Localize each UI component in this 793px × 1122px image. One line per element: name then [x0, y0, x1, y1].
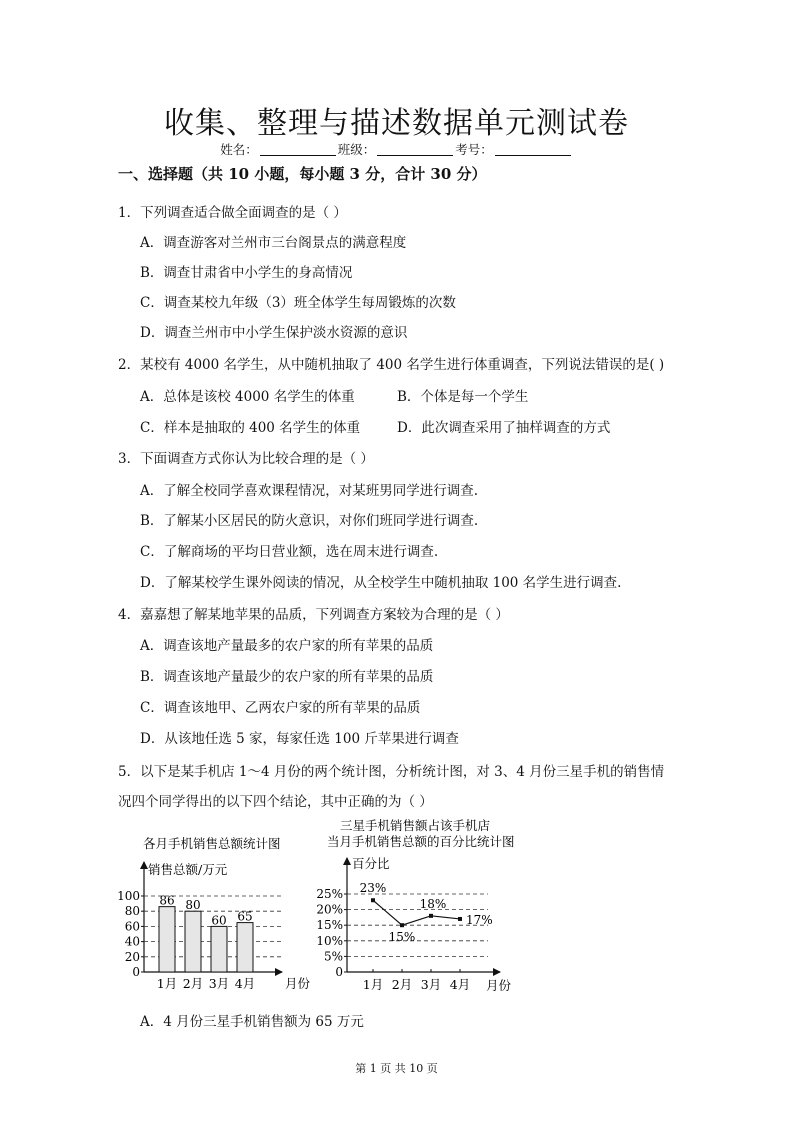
- bar-chart-y-tick-label: 0: [132, 965, 140, 979]
- line-chart-series-line: [373, 900, 460, 925]
- bar-chart-category-label: 2月: [182, 976, 204, 991]
- line-chart-y-tick-label: 15%: [316, 918, 343, 933]
- question-4-stem: 4．嘉嘉想了解某地苹果的品质，下列调查方案较为合理的是（ ）: [118, 607, 509, 623]
- line-chart-x-label: 月份: [486, 978, 512, 993]
- bar-chart-bar: [185, 911, 201, 972]
- question-5-stem-line2: 况四个同学得出的以下四个结论，其中正确的为（ ）: [118, 794, 433, 810]
- question-1-option-a: A．调查游客对兰州市三台阁景点的满意程度: [140, 235, 407, 251]
- question-3-stem: 3．下面调查方式你认为比较合理的是（ ）: [118, 451, 374, 467]
- class-blank[interactable]: [377, 155, 453, 156]
- question-1-option-d: D．调查兰州市中小学生保护淡水资源的意识: [140, 325, 408, 341]
- number-label: 考号：: [455, 142, 493, 157]
- question-2-option-b: B．个体是每一个学生: [397, 389, 529, 405]
- question-2-option-c: C．样本是抽取的 400 名学生的体重: [140, 420, 361, 436]
- bar-chart-title: 各月手机销售总额统计图: [143, 836, 281, 851]
- bar-chart-category-label: 3月: [208, 976, 230, 991]
- line-chart-y-tick-label: 25%: [316, 887, 343, 901]
- bar-chart-bar: [211, 926, 227, 972]
- line-chart-title-line2: 当月手机销售总额的百分比统计图: [327, 834, 515, 849]
- question-1-option-b: B．调查甘肃省中小学生的身高情况: [140, 265, 353, 281]
- question-1-stem: 1．下列调查适合做全面调查的是（ ）: [118, 205, 347, 221]
- question-3-option-b: B．了解某小区居民的防火意识，对你们班同学进行调查.: [140, 513, 479, 529]
- bar-chart-bar: [237, 923, 253, 972]
- bar-chart-y-tick-label: 60: [124, 919, 140, 934]
- bar-chart-value-label: 86: [159, 893, 175, 908]
- line-chart: [316, 818, 514, 993]
- bar-chart-y-tick-label: 40: [124, 934, 140, 949]
- question-4-option-a: A．调查该地产量最多的农户家的所有苹果的品质: [140, 638, 434, 654]
- bar-chart-value-label: 65: [237, 909, 253, 924]
- bar-chart-y-tick-label: 80: [124, 904, 140, 919]
- line-chart-point: [429, 914, 433, 918]
- line-chart-category-label: 3月: [420, 977, 442, 992]
- line-chart-point: [371, 898, 375, 902]
- line-chart-category-label: 1月: [362, 977, 384, 992]
- line-chart-value-label: 18%: [419, 896, 447, 911]
- bar-chart-y-tick-label: 20: [124, 949, 140, 964]
- line-chart-point: [400, 923, 404, 927]
- line-chart-y-label: 百分比: [352, 856, 390, 871]
- bar-chart-category-label: 4月: [234, 976, 256, 991]
- name-label: 姓名：: [220, 142, 258, 157]
- student-info: [0, 140, 793, 158]
- line-chart-value-label: 23%: [359, 881, 387, 896]
- name-blank[interactable]: [260, 155, 336, 156]
- bar-chart-value-label: 80: [185, 898, 201, 913]
- bar-chart-x-label: 月份: [285, 976, 311, 991]
- line-chart-y-tick-label: 0: [335, 965, 343, 979]
- bar-chart-y-label: 销售总额/万元: [148, 862, 228, 877]
- question-3-option-a: A．了解全校同学喜欢课程情况，对某班男同学进行调查.: [140, 483, 479, 499]
- line-chart-y-tick-label: 5%: [323, 949, 343, 964]
- class-label: 班级：: [337, 142, 376, 157]
- question-2-option-d: D．此次调查采用了抽样调查的方式: [397, 420, 611, 436]
- page-footer: 第 1 页 共 10 页: [355, 1062, 438, 1075]
- line-chart-y-tick-label: 20%: [316, 902, 343, 917]
- line-chart-value-label: 15%: [388, 930, 416, 945]
- number-blank[interactable]: [495, 155, 571, 156]
- question-4-option-d: D．从该地任选 5 家，每家任选 100 斤苹果进行调查: [140, 731, 459, 747]
- question-2-option-a: A．总体是该校 4000 名学生的体重: [140, 389, 355, 405]
- bar-chart: [117, 836, 310, 991]
- bar-chart-category-label: 1月: [156, 976, 178, 991]
- bar-chart-y-tick-label: 100: [117, 889, 140, 903]
- section-heading: 一、选择题（共 10 小题，每小题 3 分，合计 30 分）: [118, 165, 487, 183]
- line-chart-point: [458, 917, 462, 921]
- line-chart-category-label: 2月: [391, 977, 413, 992]
- question-2-stem: 2．某校有 4000 名学生，从中随机抽取了 400 名学生进行体重调查，下列说法错误的是( ): [118, 357, 665, 373]
- line-chart-title-line1: 三星手机销售额占该手机店: [340, 818, 491, 833]
- line-chart-y-tick-label: 10%: [316, 933, 343, 948]
- line-chart-category-label: 4月: [449, 977, 471, 992]
- question-4-option-b: B．调查该地产量最少的农户家的所有苹果的品质: [140, 669, 434, 685]
- question-4-option-c: C．调查该地甲、乙两农户家的所有苹果的品质: [140, 700, 421, 716]
- question-3-option-d: D．了解某校学生课外阅读的情况，从全校学生中随机抽取 100 名学生进行调查.: [140, 575, 622, 591]
- question-5-stem-line1: 5．以下是某手机店 1～4 月份的两个统计图，分析统计图，对 3、4 月份三星手机的销售情: [118, 764, 665, 780]
- line-chart-value-label: 17%: [466, 912, 493, 927]
- bar-chart-bar: [159, 907, 175, 972]
- question-1-option-c: C．调查某校九年级（3）班全体学生每周锻炼的次数: [140, 295, 456, 311]
- page-title: 收集、整理与描述数据单元测试卷: [164, 106, 629, 141]
- bar-chart-value-label: 60: [211, 913, 227, 928]
- question-5-charts: [0, 812, 793, 1002]
- question-5-option-a: A．4 月份三星手机销售额为 65 万元: [140, 1014, 364, 1030]
- question-3-option-c: C．了解商场的平均日营业额，选在周末进行调查.: [140, 544, 439, 560]
